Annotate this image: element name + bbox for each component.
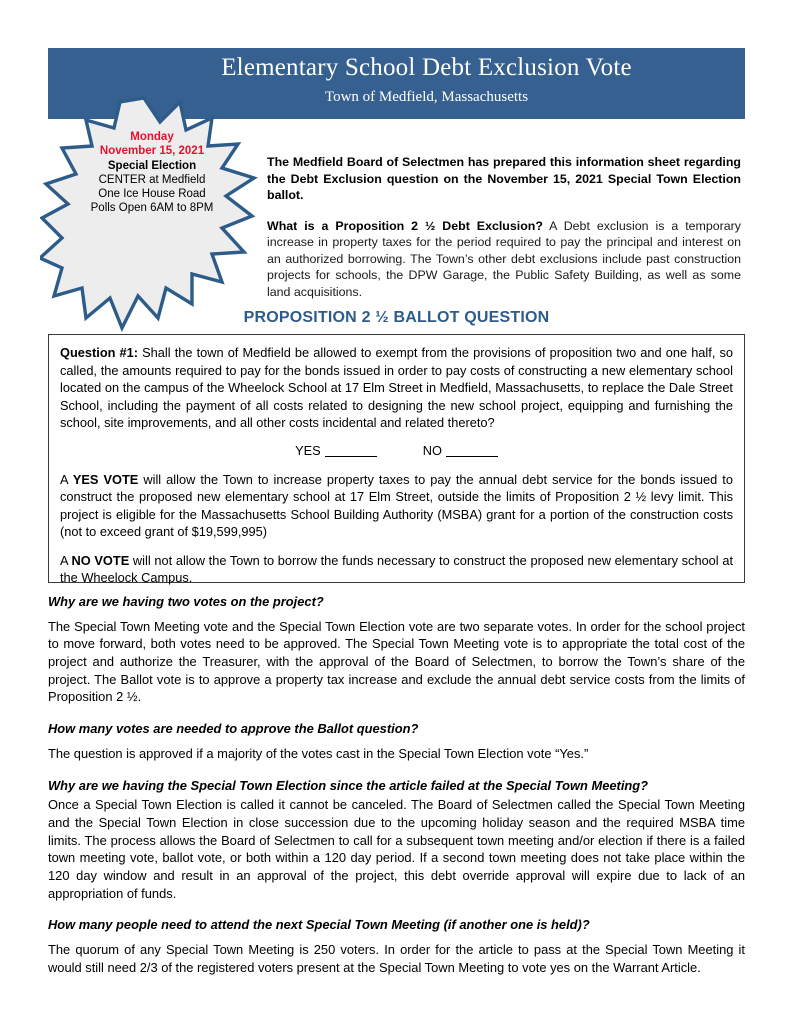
no-vote-bold: NO VOTE xyxy=(71,552,130,568)
page-subtitle: Town of Medfield, Massachusetts xyxy=(324,89,529,105)
faq-question: Why are we having two votes on the project? xyxy=(48,594,324,609)
proposition-heading: PROPOSITION 2 ½ BALLOT QUESTION xyxy=(243,309,550,326)
yes-vote-prefix: A xyxy=(60,471,73,487)
yes-vote-bold: YES VOTE xyxy=(72,471,139,487)
page-title: Elementary School Debt Exclusion Vote xyxy=(221,54,632,81)
starburst-text-block xyxy=(68,130,236,216)
no-vote-prefix: A xyxy=(60,552,72,568)
no-vote-paragraph xyxy=(60,552,733,587)
polling-hours: Polls Open 6AM to 8PM xyxy=(90,202,214,215)
election-day: Monday xyxy=(130,131,174,143)
debt-exclusion-body: A Debt exclusion is a temporary increase in property taxes for the period required to pay the principal and interest on an authorized borrowing. The Town’s other debt exclusions include past construction projects for schools, the DPW Garage, the Public Safety Building, as well as some land acquisitions. xyxy=(267,218,741,299)
faq-item xyxy=(48,721,745,762)
yes-label: YES xyxy=(295,442,321,458)
intro-paragraph-2 xyxy=(267,218,741,301)
ballot-question-box xyxy=(48,334,745,586)
yes-vote-text: will allow the Town to increase property taxes to pay the annual debt service for the bonds issued to construct the proposed new elementary school at 17 Elm Street, outside the limits of Proposition 2 ½ levy limit. This project is eligible for the Massachusetts School Building Authority (MSBA) grant for a portion of the construction costs (not to exceed grant of $19,599,995) xyxy=(60,471,733,540)
debt-exclusion-lead: What is a Proposition 2 ½ Debt Exclusion? xyxy=(267,218,543,233)
intro-paragraph-1 xyxy=(267,154,741,204)
faq-answer: The quorum of any Special Town Meeting is 250 voters. In order for the article to pass at the Special Town Meeting it would still need 2/3 of the registered voters present at the Special Town Meeting to vote yes on the Warrant Article. xyxy=(48,942,745,975)
question-label: Question #1: xyxy=(60,345,139,360)
faq-answer: Once a Special Town Election is called it cannot be canceled. The Board of Selectmen called the Special Town Meeting and the Special Town Election in close succession due to the upcoming holiday season and the required MSBA time limits. The process allows the Board of Selectmen to call for a subsequent town meeting and/or election if there is a failed town meeting vote, ballot vote, or both within a 120 day period. If a second town meeting does not take place within the 120 day window and result in an approval of the project, this debt override approval will expire due to lack of an appropriation of funds. xyxy=(48,797,745,901)
faq-question: How many people need to attend the next Special Town Meeting (if another one is held)? xyxy=(48,917,590,933)
question-text: Shall the town of Medfield be allowed to exempt from the provisions of proposition two and one half, so called, the amounts required to pay for the bonds issued in order to pay costs of constructing a new elementary school located on the campus of the Wheelock School at 17 Elm Street in Medfield, Massachusetts, to replace the Dale Street School, including the payment of all costs related to designing the new school project, equipping and furnishing the school, site improvements, and all other costs incidental and related thereto? xyxy=(60,345,733,431)
no-label: NO xyxy=(422,442,442,458)
polling-place: CENTER at Medfield xyxy=(98,173,206,186)
ballot-question xyxy=(60,344,733,432)
election-date: November 15, 2021 xyxy=(99,145,205,158)
faq-section xyxy=(48,594,745,991)
faq-item xyxy=(48,594,745,706)
faq-answer: The Special Town Meeting vote and the Special Town Election vote are two separate votes. In order for the school project to move forward, both votes need to be approved. The Special Town Meeting vote is to appropriate the total cost of the project and authorize the Treasurer, with the approval of the Board of Selectmen, to borrow the Town’s share of the project. The Ballot vote is to approve a property tax increase and exclude the annual debt service costs from the limits of Proposition 2 ½. xyxy=(48,618,745,705)
intro-section xyxy=(267,154,741,300)
election-info-starburst xyxy=(40,96,260,336)
yes-no-line xyxy=(60,443,733,458)
polling-address: One Ice House Road xyxy=(98,188,206,200)
yes-vote-paragraph xyxy=(60,471,733,541)
faq-item xyxy=(48,917,745,976)
faq-answer: The question is approved if a majority of the votes cast in the Special Town Election vote “Yes.” xyxy=(48,745,589,761)
no-blank[interactable] xyxy=(446,456,498,457)
intro-paragraph-1-text: The Medfield Board of Selectmen has prepared this information sheet regarding the Debt Exclusion question on the November 15, 2021 Special Town Election ballot. xyxy=(267,155,741,202)
no-vote-text: will not allow the Town to borrow the funds necessary to construct the proposed new elementary school at the Wheelock Campus. xyxy=(60,552,733,586)
election-type: Special Election xyxy=(107,159,197,172)
yes-blank[interactable] xyxy=(325,456,377,457)
faq-item xyxy=(48,778,745,903)
faq-question: Why are we having the Special Town Election since the article failed at the Special Town Meeting? xyxy=(48,777,649,793)
faq-question: How many votes are needed to approve the Ballot question? xyxy=(48,721,419,737)
